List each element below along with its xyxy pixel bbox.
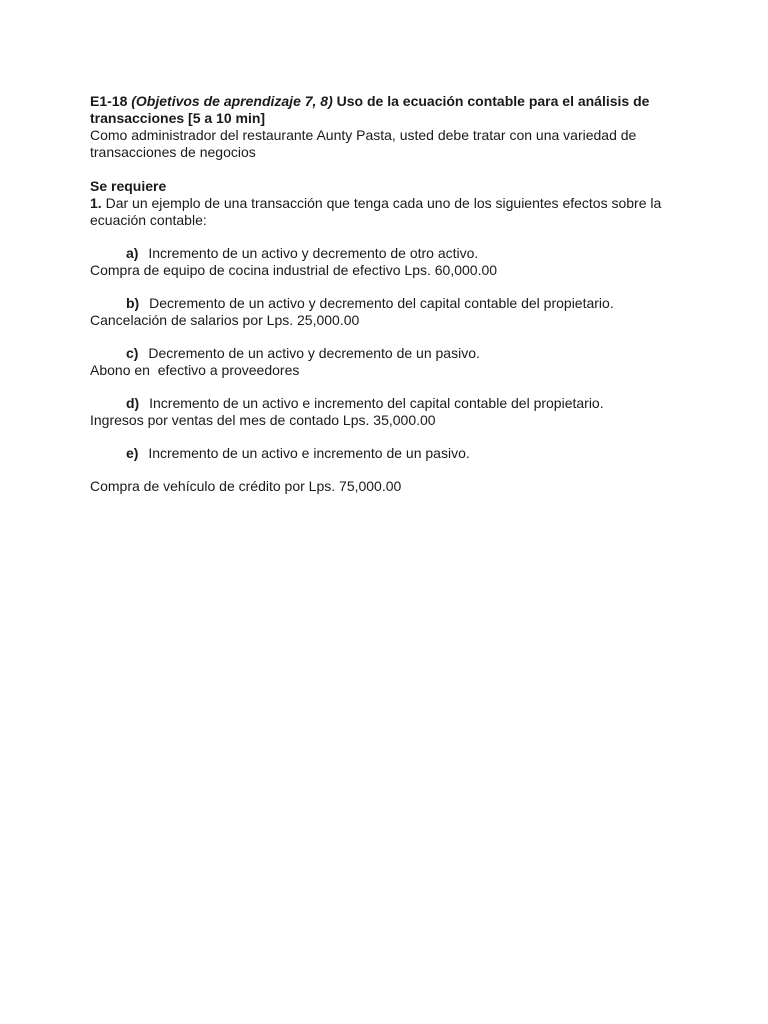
item-c <box>90 345 690 379</box>
item-e-effect: Incremento de un activo e incremento de un pasivo. <box>148 445 470 461</box>
item-d-effect: Incremento de un activo e incremento del capital contable del propietario. <box>149 395 604 411</box>
item-a-letter: a) <box>126 245 139 261</box>
requirement-number: 1. <box>90 195 102 211</box>
document-page <box>90 93 690 495</box>
item-b <box>90 295 690 329</box>
item-b-effect: Decremento de un activo y decremento del capital contable del propietario. <box>149 295 614 311</box>
item-a-effect: Incremento de un activo y decremento de otro activo. <box>148 245 479 261</box>
item-d <box>90 395 690 429</box>
item-b-effect-line <box>90 295 690 312</box>
item-d-effect-line <box>90 395 690 412</box>
requirement-text: Dar un ejemplo de una transacción que tenga cada uno de los siguientes efectos sobre la ecuación contable: <box>90 195 662 228</box>
item-e <box>90 445 690 495</box>
exercise-heading <box>90 93 690 127</box>
item-d-answer: Ingresos por ventas del mes de contado Lps. 35,000.00 <box>90 412 436 428</box>
item-a-answer: Compra de equipo de cocina industrial de efectivo Lps. 60,000.00 <box>90 262 498 278</box>
item-e-effect-line <box>90 445 690 462</box>
item-c-letter: c) <box>126 345 139 361</box>
requirement-line <box>90 195 690 229</box>
exercise-objectives: (Objetivos de aprendizaje 7, 8) <box>131 93 333 109</box>
exercise-title: Uso de la ecuación contable para el análisis de transacciones [5 a 10 min] <box>90 93 650 126</box>
requirement-heading: Se requiere <box>90 178 167 194</box>
item-a-effect-line <box>90 245 690 262</box>
item-e-letter: e) <box>126 445 139 461</box>
item-d-letter: d) <box>126 395 140 411</box>
item-a <box>90 245 690 279</box>
item-b-answer: Cancelación de salarios por Lps. 25,000.00 <box>90 312 360 328</box>
item-b-letter: b) <box>126 295 140 311</box>
item-c-effect-line <box>90 345 690 362</box>
intro-paragraph: Como administrador del restaurante Aunty Pasta, usted debe tratar con una variedad de transacciones de negocios <box>90 127 637 160</box>
item-c-answer: Abono en efectivo a proveedores <box>90 362 300 378</box>
item-e-answer: Compra de vehículo de crédito por Lps. 75,000.00 <box>90 478 402 494</box>
exercise-code: E1-18 <box>90 93 128 109</box>
item-c-effect: Decremento de un activo y decremento de un pasivo. <box>148 345 480 361</box>
